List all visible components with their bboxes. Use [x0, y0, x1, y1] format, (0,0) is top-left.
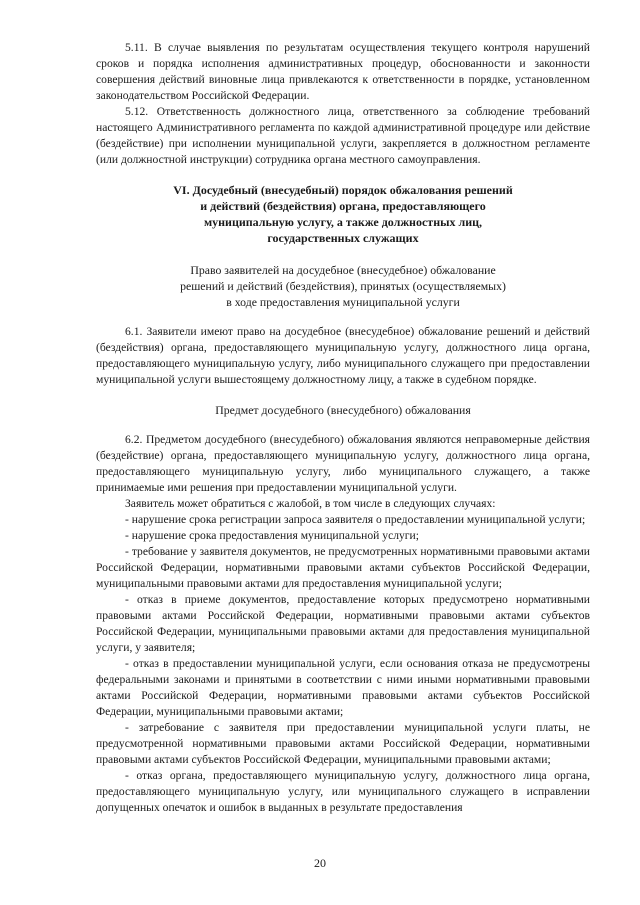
paragraph-5-12: 5.12. Ответственность должностного лица, ответственного за соблюдение требований настоящего Административного регламента по каждой административной процедуре или действие (бездействие) при исполнении муниципальной услуги, закрепляется в должностном регламенте (или должностной инструкции) сотрудника органа местного самоуправления.: [96, 105, 590, 166]
paragraph-5-11: 5.11. В случае выявления по результатам осуществления текущего контроля нарушений сроков и порядка исполнения административных процедур, обоснованности и законности совершения действий виновные лица привлекаются к ответственности в порядке, установленном законодательством Российской Федерации.: [96, 41, 590, 102]
paragraph-6-2: 6.2. Предметом досудебного (внесудебного) обжалования являются неправомерные действия (бездействие) органа, предоставляющего муниципальную услугу, должностного лица органа, предоставляющего муниципальную услугу, либо муниципального служащего, а также принимаемые ими решения при предоставлении муниципальной услуги.: [96, 433, 590, 494]
section-heading-line-1: VI. Досудебный (внесудебный) порядок обжалования решений: [173, 183, 513, 197]
subheading-subject: Предмет досудебного (внесудебного) обжалования: [215, 403, 471, 417]
case-item: - затребование с заявителя при предоставлении муниципальной услуги платы, не предусмотренной нормативными правовыми актами Российской Федерации, нормативными правовыми актами субъектов Российской Федерации, муниципальными правовыми актами;: [96, 721, 590, 766]
case-item: - нарушение срока предоставления муниципальной услуги;: [125, 529, 419, 542]
case-item: - отказ органа, предоставляющего муниципальную услугу, должностного лица органа, предоставляющего муниципальную услугу, или муниципального служащего в исправлении допущенных опечаток и ошибок в выданных в результате предоставления: [96, 769, 590, 814]
case-item: - нарушение срока регистрации запроса заявителя о предоставлении муниципальной услуги;: [125, 513, 586, 526]
section-heading-line-3: муниципальную услугу, а также должностных лиц,: [203, 215, 483, 229]
case-item: - отказ в приеме документов, предоставление которых предусмотрено нормативными правовыми актами Российской Федерации, нормативными правовыми актами субъектов Российской Федерации, муниципальными правовыми актами для предоставления муниципальной услуги, у заявителя;: [96, 593, 590, 654]
paragraph-6-1: 6.1. Заявители имеют право на досудебное (внесудебное) обжалование решений и действий (бездействия) органа, предоставляющего муниципальную услугу, должностного лица органа, предоставляющего муниципальную услугу, либо муниципального служащего при предоставлении муниципальной услуги вышестоящему должностному лицу, а также в судебном порядке.: [96, 325, 590, 386]
case-item: - отказ в предоставлении муниципальной услуги, если основания отказа не предусмотрены федеральными законами и принятыми в соответствии с ними иными нормативными правовыми актами Российской Федерации, нормативными правовыми актами субъектов Российской Федерации, муниципальными правовыми актами;: [96, 657, 590, 718]
section-heading-line-2: и действий (бездействия) органа, предоставляющего: [200, 199, 486, 213]
subheading-rights-line-2: решений и действий (бездействия), принятых (осуществляемых): [180, 279, 506, 293]
page-number: 20: [314, 856, 326, 870]
case-item: - требование у заявителя документов, не предусмотренных нормативными правовыми актами Российской Федерации, нормативными правовыми актами субъектов Российской Федерации, муниципальными правовыми актами для предоставления муниципальной услуги;: [96, 545, 590, 590]
subheading-rights-line-1: Право заявителей на досудебное (внесудебное) обжалование: [190, 263, 496, 277]
section-heading-line-4: государственных служащих: [267, 231, 419, 245]
paragraph-cases-intro: Заявитель может обратиться с жалобой, в том числе в следующих случаях:: [125, 497, 496, 510]
subheading-rights-line-3: в ходе предоставления муниципальной услуги: [226, 295, 460, 309]
document-page: [96, 40, 590, 816]
